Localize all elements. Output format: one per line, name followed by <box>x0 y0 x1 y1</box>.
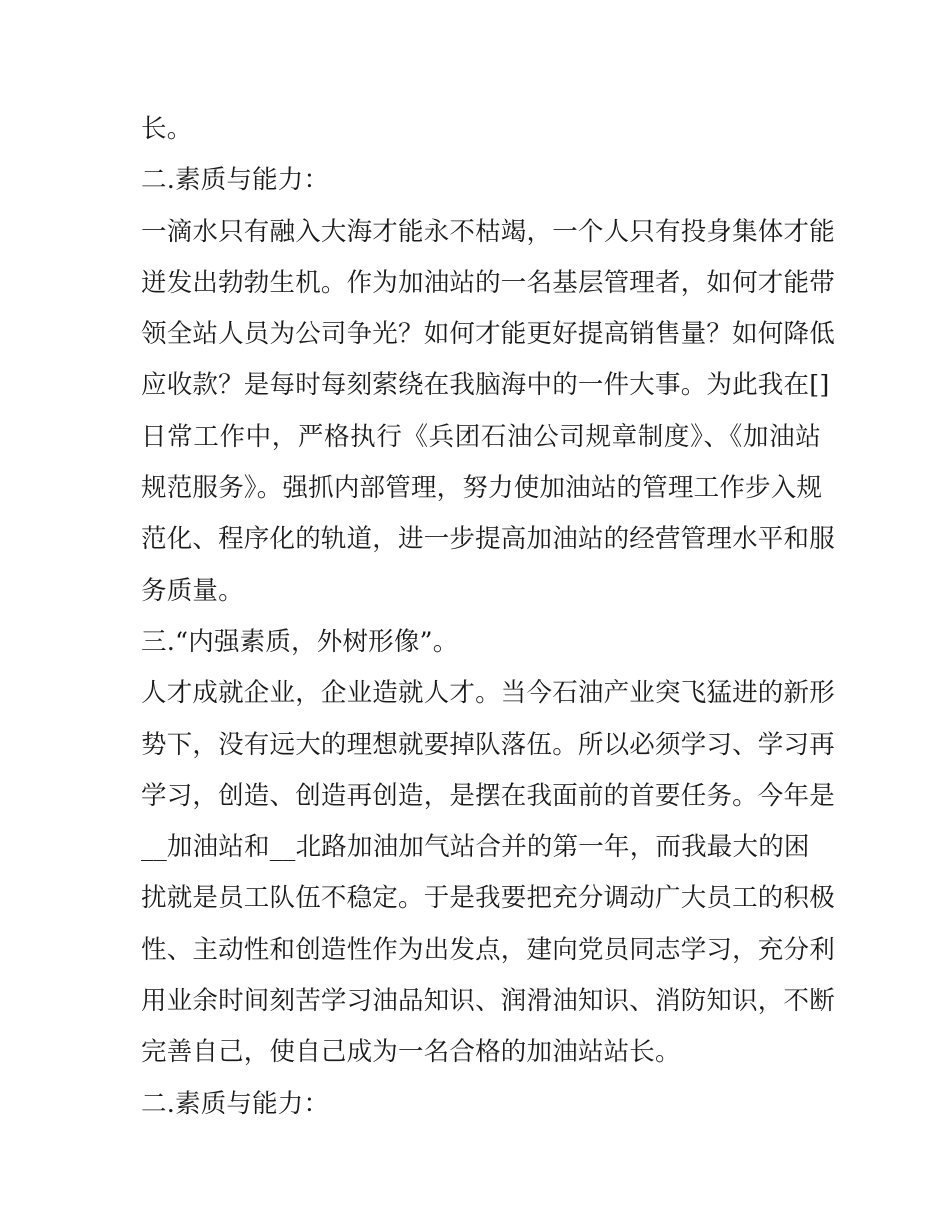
text-line: __加油站和__北路加油加气站合并的第一年，而我最大的困 <box>141 832 810 863</box>
section-heading: 二.素质与能力： <box>141 1088 330 1119</box>
text-line: 规范服务》。强抓内部管理，努力使加油站的管理工作步入规 <box>141 473 823 504</box>
text-line: 势下，没有远大的理想就要掉队落伍。所以必须学习、学习再 <box>141 729 835 760</box>
text-line: 范化、程序化的轨道，进一步提高加油站的经营管理水平和服 <box>141 524 835 555</box>
text-line: 用业余时间刻苦学习油品知识、润滑油知识、消防知识，不断 <box>141 986 835 1017</box>
text-line: 长。 <box>141 114 193 144</box>
text-line: 完善自己，使自己成为一名合格的加油站站长。 <box>141 1037 681 1068</box>
text-line: 务质量。 <box>141 575 244 606</box>
text-line: 日常工作中，严格执行《兵团石油公司规章制度》、《加油站 <box>141 421 821 452</box>
text-line: 迸发出勃勃生机。作为加油站的一名基层管理者，如何才能带 <box>141 267 835 298</box>
text-line: 一滴水只有融入大海才能永不枯竭，一个人只有投身集体才能 <box>141 216 835 247</box>
text-line: 应收款？是每时每刻萦绕在我脑海中的一件大事。为此我在[] <box>141 370 830 401</box>
text-line: 学习，创造、创造再创造，是摆在我面前的首要任务。今年是 <box>141 780 835 811</box>
document-page <box>141 104 835 1130</box>
section-heading: 二.素质与能力： <box>141 165 330 196</box>
text-line: 领全站人员为公司争光？如何才能更好提高销售量？如何降低 <box>141 319 835 350</box>
text-line: 性、主动性和创造性作为出发点，建向党员同志学习，充分利 <box>141 934 835 965</box>
text-line: 人才成就企业，企业造就人才。当今石油产业突飞猛进的新形 <box>141 678 835 709</box>
section-heading: 三.“内强素质，外树形像”。 <box>141 626 459 657</box>
text-line: 扰就是员工队伍不稳定。于是我要把充分调动广大员工的积极 <box>141 883 835 914</box>
